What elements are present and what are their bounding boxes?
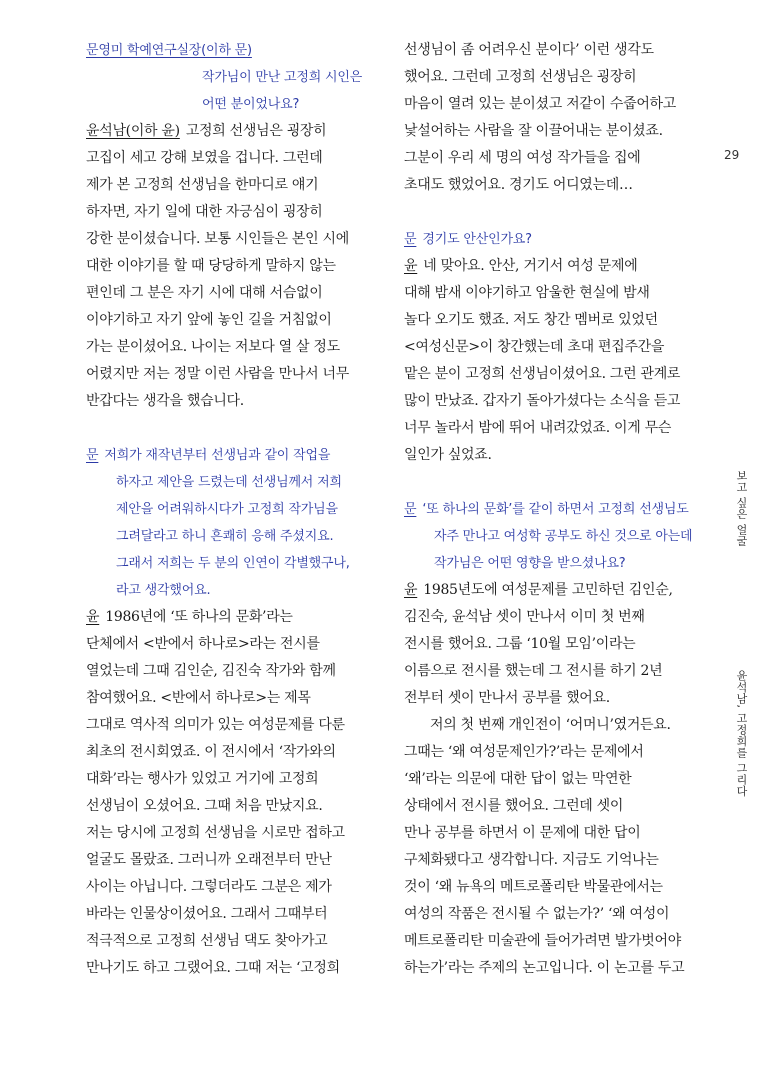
answer-line: 선생님이 오셨어요. 그때 처음 만났지요.: [86, 798, 323, 814]
answer-line: 그때는 ‘왜 여성문제인가?’라는 문제에서: [404, 744, 644, 760]
answer-line: 초대도 했었어요. 경기도 어디였는데…: [404, 177, 633, 193]
question-line: 어떤 분이었나요?: [202, 97, 300, 112]
answer-line: 맡은 분이 고정희 선생님이셨어요. 그런 관계로: [404, 366, 681, 382]
answer-line: 하자면, 자기 일에 대한 자긍심이 굉장히: [86, 204, 323, 220]
question-line: 그래서 저희는 두 분의 인연이 각별했구나,: [116, 556, 350, 571]
answer-line: 이름으로 전시를 했는데 그 전시를 하기 2년: [404, 663, 663, 679]
answer-line: 윤 1985년도에 여성문제를 고민하던 김인순,: [404, 577, 716, 604]
question-line: 자주 만나고 여성학 공부도 하신 것으로 아는데: [434, 529, 693, 544]
answer-line: 상태에서 전시를 했어요. 그런데 셋이: [404, 798, 624, 814]
question-line: 문 저희가 재작년부터 선생님과 같이 작업을: [86, 442, 386, 469]
answer-line: 제가 본 고정희 선생님을 한마디로 얘기: [86, 177, 319, 193]
answer-line: 선생님이 좀 어려우신 분이다’ 이런 생각도: [404, 42, 654, 58]
answer-line: 어렸지만 저는 정말 이런 사람을 만나서 너무: [86, 366, 349, 382]
answer-line: 일인가 싶었죠.: [404, 447, 492, 463]
answer-line: 여성의 작품은 전시될 수 없는가?’ ‘왜 여성이: [404, 906, 670, 922]
answer-line: 얼굴도 몰랐죠. 그러니까 오래전부터 만난: [86, 852, 332, 868]
answer-line: 저의 첫 번째 개인전이 ‘어머니’였거든요.: [430, 717, 671, 733]
answer-line: 사이는 아닙니다. 그렇더라도 그분은 제가: [86, 879, 332, 895]
answer-line: 김진숙, 윤석남 셋이 만나서 이미 첫 번째: [404, 609, 645, 625]
left-column: [86, 37, 386, 982]
answer-line: 강한 분이셨습니다. 보통 시인들은 본인 시에: [86, 231, 349, 247]
speaker-label: 윤: [86, 609, 100, 625]
answer-line: 반갑다는 생각을 했습니다.: [86, 393, 244, 409]
question-line: 작가님이 만난 고정희 시인은: [202, 70, 363, 85]
answer-line: 구체화됐다고 생각합니다. 지금도 기억나는: [404, 852, 659, 868]
answer-line: 대해 밤새 이야기하고 암울한 현실에 밤새: [404, 285, 650, 301]
speaker-label: 윤: [404, 258, 418, 274]
answer-line: 참여했어요. <반에서 하나로>는 제목: [86, 690, 311, 706]
question-line: 작가님은 어떤 영향을 받으셨나요?: [434, 556, 626, 571]
answer-line: 윤 네 맞아요. 안산, 거기서 여성 문제에: [404, 253, 716, 280]
answer-line: 놀다 오기도 했죠. 저도 창간 멤버로 있었던: [404, 312, 658, 328]
question-line: 라고 생각했어요.: [116, 583, 211, 598]
answer-line: 많이 만났죠. 갑자기 돌아가셨다는 소식을 듣고: [404, 393, 681, 409]
answer-line: 단체에서 <반에서 하나로>라는 전시를: [86, 636, 320, 652]
right-column: [404, 37, 716, 982]
answer-line: 열었는데 그때 김인순, 김진숙 작가와 함께: [86, 663, 336, 679]
running-title: 보고 싶은 얼굴: [735, 470, 748, 547]
question-line: 하자고 제안을 드렸는데 선생님께서 저희: [116, 475, 342, 490]
answer-line: 전시를 했어요. 그룹 ‘10월 모임’이라는: [404, 636, 636, 652]
answer-line: <여성신문>이 창간했는데 초대 편집주간을: [404, 339, 665, 355]
answer-line: 그분이 우리 세 명의 여성 작가들을 집에: [404, 150, 641, 166]
answer-line: 윤석남(이하 윤) 고정희 선생님은 굉장히: [86, 118, 386, 145]
answer-line: 하는가’라는 주제의 논고입니다. 이 논고를 두고: [404, 960, 685, 976]
question-line: 문 경기도 안산인가요?: [404, 226, 716, 253]
answer-line: 대한 이야기를 할 때 당당하게 말하지 않는: [86, 258, 336, 274]
answer-line: 것이 ‘왜 뉴욕의 메트로폴리탄 박물관에서는: [404, 879, 663, 895]
interviewer-heading: 문영미 학예연구실장(이하 문): [86, 43, 252, 58]
answer-line: 최초의 전시회였죠. 이 전시에서 ‘작가와의: [86, 744, 336, 760]
answer-line: ‘왜’라는 의문에 대한 답이 없는 막연한: [404, 771, 632, 787]
answer-line: 낯설어하는 사람을 잘 이끌어내는 분이셨죠.: [404, 123, 663, 139]
answer-line: 그대로 역사적 의미가 있는 여성문제를 다룬: [86, 717, 345, 733]
answer-line: 마음이 열려 있는 분이셨고 저같이 수줍어하고: [404, 96, 677, 112]
question-line: 제안을 어려워하시다가 고정희 작가님을: [116, 502, 338, 517]
speaker-label: 문: [404, 232, 417, 247]
answer-line: 가는 분이셨어요. 나이는 저보다 열 살 정도: [86, 339, 340, 355]
answer-line: 적극적으로 고정희 선생님 댁도 찾아가고: [86, 933, 328, 949]
answer-line: 편인데 그 분은 자기 시에 대해 서슴없이: [86, 285, 323, 301]
answer-line: 메트로폴리탄 미술관에 들어가려면 발가벗어야: [404, 933, 681, 949]
answer-line: 바라는 인물상이셨어요. 그래서 그때부터: [86, 906, 328, 922]
speaker-label: 윤: [404, 582, 418, 598]
answer-line: 저는 당시에 고정희 선생님을 시로만 접하고: [86, 825, 345, 841]
answer-line: 이야기하고 자기 앞에 놓인 길을 거침없이: [86, 312, 332, 328]
answer-line: 했어요. 그런데 고정희 선생님은 굉장히: [404, 69, 637, 85]
running-subtitle: 윤석남, 고정희를 그리다: [735, 670, 748, 797]
answer-line: 만나기도 하고 그랬어요. 그때 저는 ‘고정희: [86, 960, 340, 976]
question-line: 그려달라고 하니 흔쾌히 응해 주셨지요.: [116, 529, 334, 544]
page-number: 29: [724, 148, 740, 162]
answer-line: 윤 1986년에 ‘또 하나의 문화’라는: [86, 604, 386, 631]
answer-line: 고집이 세고 강해 보였을 겁니다. 그런데: [86, 150, 323, 166]
answer-line: 너무 놀라서 밤에 뛰어 내려갔었죠. 이게 무슨: [404, 420, 672, 436]
answer-line: 만나 공부를 하면서 이 문제에 대한 답이: [404, 825, 641, 841]
speaker-label: 문: [404, 502, 417, 517]
answer-line: 전부터 셋이 만나서 공부를 했어요.: [404, 690, 610, 706]
speaker-label: 문: [86, 448, 99, 463]
answer-line: 대화’라는 행사가 있었고 거기에 고정희: [86, 771, 319, 787]
speaker-label: 윤석남(이하 윤): [86, 123, 180, 139]
question-line: 문 ‘또 하나의 문화’를 같이 하면서 고정희 선생님도: [404, 496, 716, 523]
